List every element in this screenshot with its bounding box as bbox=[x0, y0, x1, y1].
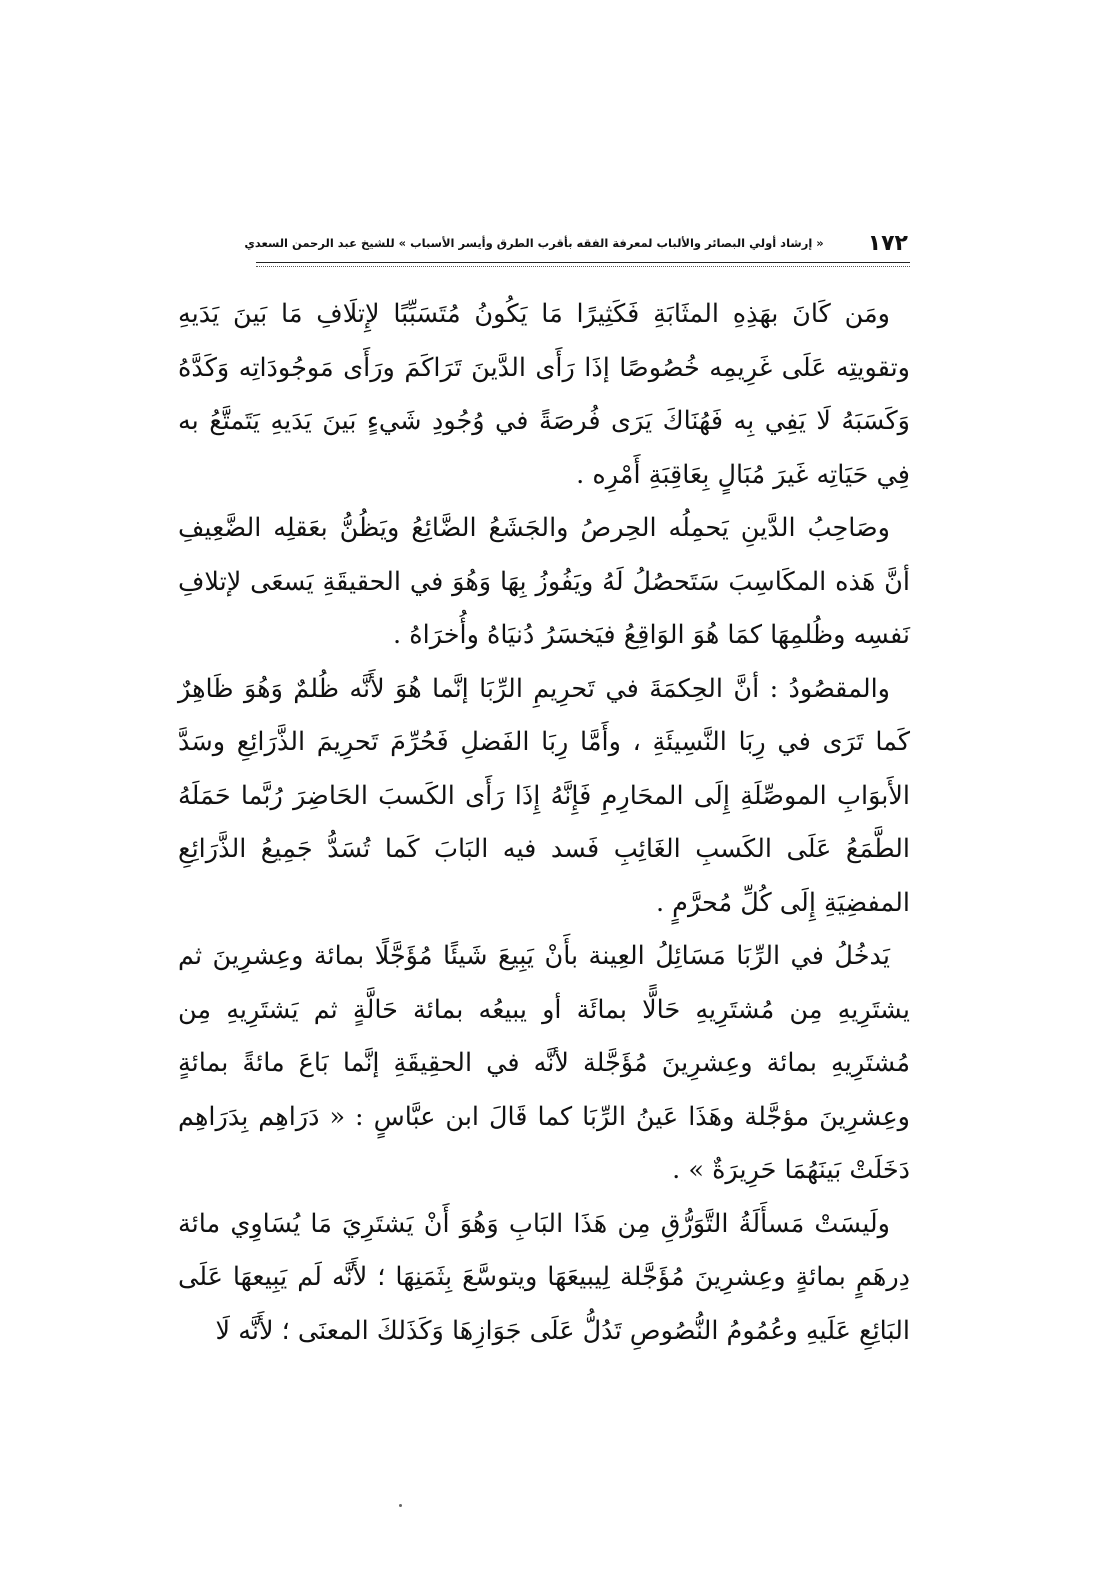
header-dotted-rule bbox=[256, 266, 910, 267]
header-rule bbox=[256, 262, 910, 263]
paragraph: يَدخُلُ في الرِّبَا مَسَائِلُ العِينة بأَنْ يَبِيعَ شَيئًا مُؤَجَّلًا بمائة وعِشرِينَ ثم يشتَرِيهِ مِن مُشتَرِيهِ حَالًّا بمائَة أو يبيعُه بمائة حَالَّةٍ ثم يَشتَرِيهِ مِن مُشتَرِيهِ بمائة وعِشرِينَ مُؤَجَّلة لأنَّه في الحقِيقَةِ إنَّما بَاعَ مائةً بمائةٍ وعِشرِينَ مؤجَّلة وهَذَا عَينُ الرِّبَا كما قَالَ ابن عبَّاسٍ : « دَرَاهِم بِدَرَاهِم دَخَلَتْ بَينَهُمَا حَرِيرَةٌ » . bbox=[178, 941, 910, 1185]
paragraph: والمقصُودُ : أنَّ الحِكمَةَ في تَحرِيمِ الرِّبَا إنَّما هُوَ لأَنَّه ظُلمٌ وَهُوَ ظَاهِرٌ كَما تَرَى في رِبَا النَّسِيئَةِ ، وأَمَّا رِبَا الفَضلِ فَحُرِّمَ تَحرِيمَ الذَّرَائِعِ وسَدَّ الأَبوَابِ الموصِّلَةِ إِلَى المحَارِمِ فَإِنَّهُ إِذَا رَأَى الكَسبَ الحَاضِرَ رُبَّما حَمَلَهُ الطَّمَعُ عَلَى الكَسبِ الغَائِبِ فَسد فيه البَابَ كَما تُسَدُّ جَمِيعُ الذَّرَائِعِ المفضِيَةِ إِلَى كُلِّ مُحرَّمٍ . bbox=[178, 673, 910, 918]
running-title: « إرشاد أولي البصائر والألباب لمعرفة الفقه بأقرب الطرق وأيسر الأسباب » للشيخ عبد الرحمن السعدي bbox=[244, 236, 824, 250]
page-number: ١٧٢ bbox=[867, 230, 908, 256]
scan-speck bbox=[399, 1504, 402, 1507]
paragraph: ومَن كَانَ بهَذِهِ المثَابَةِ فَكَثِيرًا مَا يَكُونُ مُتَسَبِّبًا لإِتلَافِ مَا بَينَ يَدَيهِ وتقويتِه عَلَى غَرِيمِه خُصُوصًا إذَا رَأَى الدَّينَ تَرَاكَمَ ورَأَى مَوجُودَاتِه وَكَدَّهُ وَكَسَبَهُ لَا يَفِي بِه فَهُنَاكَ يَرَى فُرصَةً في وُجُودِ شَيءٍ بَينَ يَدَيهِ يَتَمتَّعُ به فِي حَيَاتِه غَيرَ مُبَالٍ بِعَاقِبَةِ أَمْرِه . bbox=[178, 299, 910, 490]
body-text bbox=[178, 288, 910, 1358]
page-header bbox=[244, 228, 908, 258]
paragraph: وصَاحِبُ الدَّينِ يَحمِلُه الحِرصُ والجَشَعُ الضَّائِعُ ويَظُنُّ بعَقلِه الضَّعِيفِ أنَّ هَذه المكَاسِبَ سَتَحصُلُ لَهُ ويَفُوزُ بِهَا وَهُوَ في الحقيقَةِ يَسعَى لإتلافِ نَفسِه وظُلمِهَا كمَا هُوَ الوَاقِعُ فيَخسَرُ دُنيَاهُ وأُخرَاهُ . bbox=[178, 513, 910, 650]
paragraph: ولَيسَتْ مَسأَلَةُ التَّوَرُّقِ مِن هَذَا البَابِ وَهُوَ أَنْ يَشتَرِيَ مَا يُسَاوِي مائة دِرهَمٍ بمائةٍ وعِشرِينَ مُؤَجَّلة لِيبيعَهَا ويتوسَّعَ بِثَمَنِهَا ؛ لأَنَّه لَم يَبِيعهَا عَلَى البَائِعِ عَلَيهِ وعُمُومُ النُّصُوصِ تَدُلُّ عَلَى جَوَازِهَا وَكَذَلكَ المعنَى ؛ لأَنَّه لَا bbox=[178, 1208, 910, 1346]
